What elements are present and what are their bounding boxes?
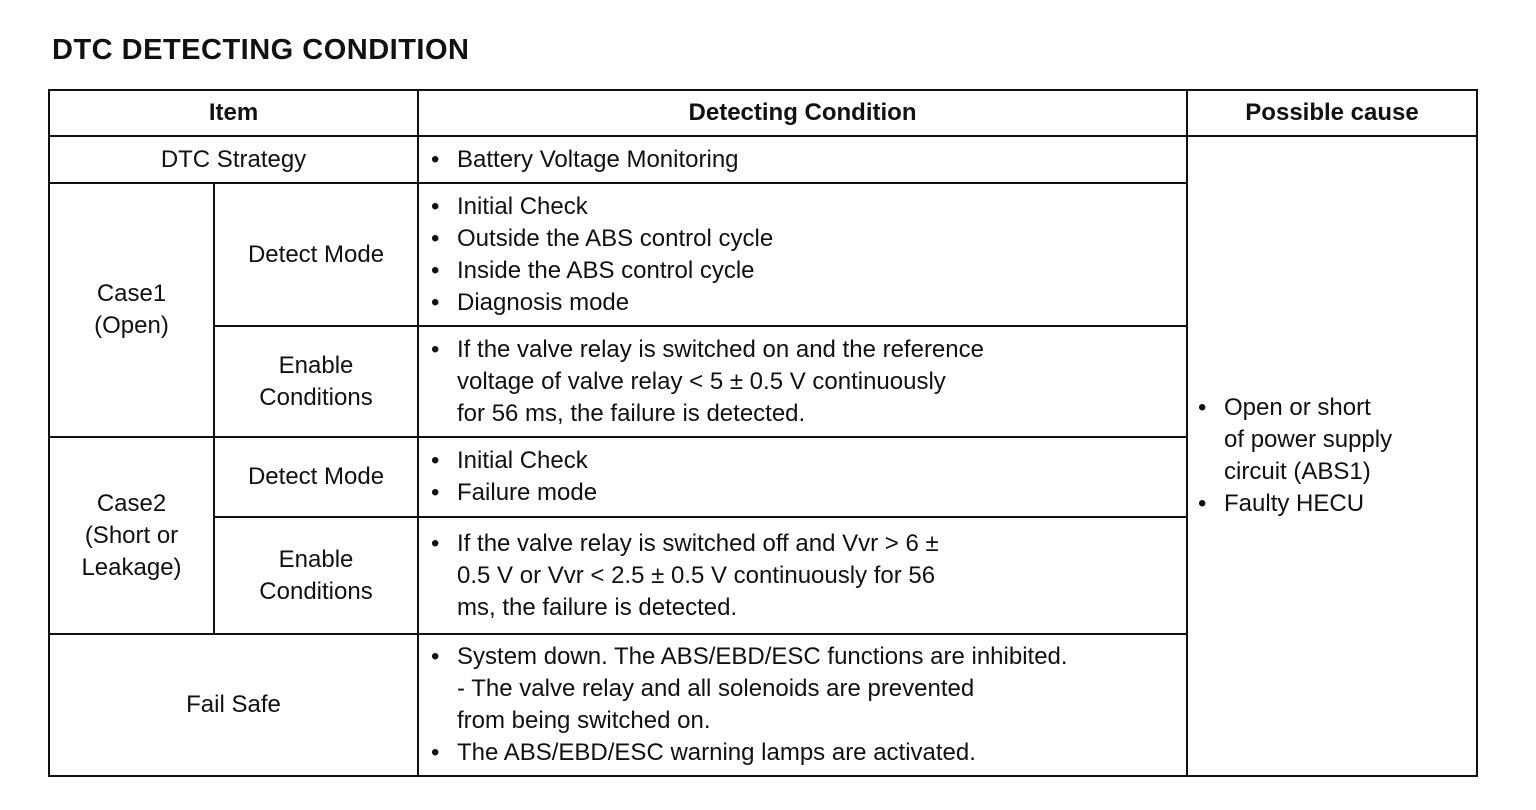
- table-row-dtc-strategy: [49, 136, 1477, 183]
- case2-label-line: Leakage): [81, 553, 182, 581]
- condition-line: • System down. The ABS/EBD/ESC functions are inhibited.: [457, 643, 1068, 670]
- condition-line: • If the valve relay is switched on and the reference: [457, 335, 984, 363]
- case2-label: [49, 437, 214, 634]
- list-item: • Initial Check: [457, 191, 1176, 223]
- list-item: • Failure mode: [457, 477, 1176, 509]
- list-item: • Battery Voltage Monitoring: [457, 144, 1176, 176]
- case2-enable-conditions: [418, 517, 1187, 634]
- case2-detect-mode-label: Detect Mode: [214, 437, 418, 517]
- list-item: • Initial Check: [457, 445, 1176, 477]
- condition-line: for 56 ms, the failure is detected.: [457, 399, 806, 427]
- list-item: [1224, 392, 1476, 488]
- list-item: [457, 528, 1176, 624]
- enable-label-line: Conditions: [259, 577, 373, 605]
- condition-line: - The valve relay and all solenoids are prevented: [457, 675, 975, 702]
- list-item: • Faulty HECU: [1224, 488, 1476, 520]
- case2-label-line: Case2: [96, 489, 167, 517]
- condition-line: • If the valve relay is switched off and Vvr > 6 ±: [457, 529, 939, 557]
- header-item: Item: [49, 90, 418, 136]
- cause-line: • Open or short: [1224, 394, 1371, 421]
- list-item: [457, 641, 1176, 737]
- case1-enable-conditions: [418, 326, 1187, 437]
- enable-label-line: Enable: [278, 545, 354, 573]
- case1-label-line: Case1: [96, 280, 167, 307]
- list-item: • Outside the ABS control cycle: [457, 223, 1176, 255]
- case1-enable-label: [214, 326, 418, 437]
- list-item: • Diagnosis mode: [457, 287, 1176, 319]
- case1-label: [49, 183, 214, 437]
- case2-detect-mode-conditions: [418, 437, 1187, 517]
- cause-line: of power supply: [1224, 426, 1393, 453]
- dtc-strategy-label: DTC Strategy: [49, 136, 418, 183]
- case1-label-line: (Open): [94, 312, 169, 339]
- case1-detect-mode-label: Detect Mode: [214, 183, 418, 326]
- case1-detect-mode-conditions: [418, 183, 1187, 326]
- list-item: • Inside the ABS control cycle: [457, 255, 1176, 287]
- fail-safe-label: Fail Safe: [49, 634, 418, 776]
- enable-label-line: Enable: [278, 351, 354, 379]
- cause-line: circuit (ABS1): [1224, 458, 1371, 485]
- condition-line: voltage of valve relay < 5 ± 0.5 V continuously: [457, 367, 946, 395]
- list-item: • The ABS/EBD/ESC warning lamps are activated.: [457, 737, 1176, 769]
- case2-enable-label: [214, 517, 418, 634]
- case2-label-line: (Short or: [84, 521, 179, 549]
- enable-label-line: Conditions: [259, 383, 373, 411]
- condition-line: 0.5 V or Vvr < 2.5 ± 0.5 V continuously for 56: [457, 561, 936, 589]
- header-possible-cause: Possible cause: [1187, 90, 1477, 136]
- possible-cause-cell: [1187, 136, 1477, 776]
- dtc-strategy-condition: [418, 136, 1187, 183]
- page-title: DTC DETECTING CONDITION: [52, 34, 470, 66]
- header-row: [49, 90, 1477, 136]
- dtc-table: [48, 89, 1478, 777]
- condition-line: ms, the failure is detected.: [457, 593, 738, 621]
- list-item: [457, 334, 1176, 430]
- condition-line: from being switched on.: [457, 707, 711, 734]
- fail-safe-conditions: [418, 634, 1187, 776]
- header-detecting-condition: Detecting Condition: [418, 90, 1187, 136]
